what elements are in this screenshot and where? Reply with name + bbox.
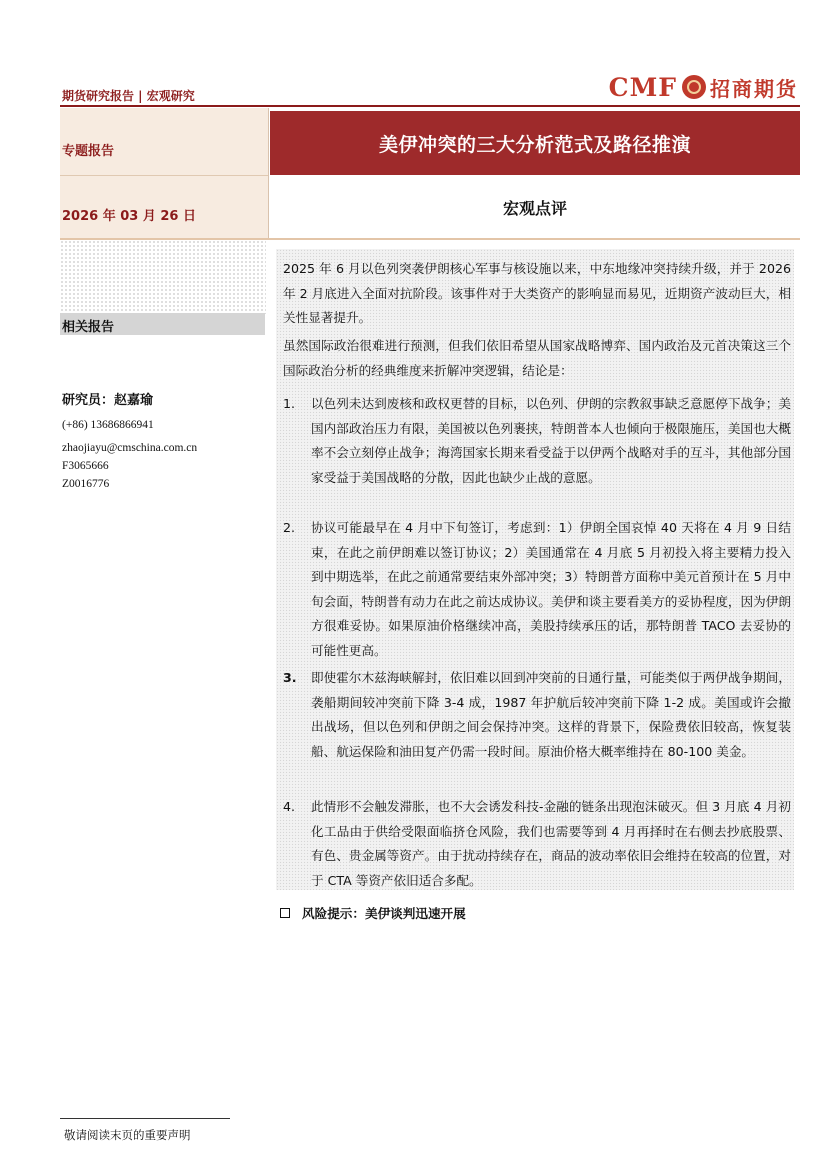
header-rule — [60, 105, 800, 107]
footer-disclaimer: 敬请阅读末页的重要声明 — [64, 1128, 191, 1142]
logo-company-name: 招商期货 — [710, 76, 798, 101]
sidebar-pattern — [60, 240, 266, 314]
intro-paragraph-1: 2025 年 6 月以色列突袭伊朗核心军事与核设施以来，中东地缘冲突持续升级，并于 2026 年 2 月底进入全面对抗阶段。该事件对于大类资产的影响显而易见，近期资产波动巨大，相关性显著提升。 — [283, 261, 791, 325]
list-item-text: 即使霍尔木兹海峡解封，依旧难以回到冲突前的日通行量，可能类似于两伊战争期间，袭船期间较冲突前下降 3-4 成，1987 年护航后较冲突前下降 1-2 成。美国或许会撤出战场，但以色列和伊朗之间会保持冲突。这样的背景下，保险费依旧较高，恢复装船、航运保险和油田复产仍需一段时间。原油价格大概率维持在 80-100 美金。 — [311, 670, 791, 759]
list-item — [283, 795, 791, 893]
risk-warning-text: 风险提示：美伊谈判迅速开展 — [302, 906, 466, 921]
analyst-phone: (+86) 13686866941 — [62, 419, 154, 431]
report-date: 2026 年 03 月 26 日 — [62, 209, 196, 224]
company-logo — [609, 72, 798, 102]
intro-paragraph-2: 虽然国际政治很难进行预测，但我们依旧希望从国家战略博弈、国内政治及元首决策这三个国际政治分析的经典维度来折解冲突逻辑，结论是： — [283, 338, 791, 378]
list-item — [283, 666, 791, 764]
analyst-email: zhaojiayu@cmschina.com.cn — [62, 442, 198, 454]
license-number-z: Z0016776 — [62, 478, 110, 490]
list-item — [283, 516, 791, 663]
list-item-text: 协议可能最早在 4 月中下旬签订，考虑到：1）伊朗全国哀悼 40 天将在 4 月 9 日结束，在此之前伊朗难以签订协议；2）美国通常在 4 月底 5 月初投入将主要精力投入到中期选举，在此之前通常要结束外部冲突；3）特朗普方面称中美元首预计在 5 月中旬会面，特朗普有动力在此之前达成协议。美伊和谈主要看美方的妥协程度，因为伊朗方很难妥协。如果原油价格继续冲高，美股持续承压的话，那特朗普 TACO 去妥协的可能性更高。 — [311, 520, 791, 658]
header-vertical-divider — [268, 108, 269, 240]
report-title: 美伊冲突的三大分析范式及路径推演 — [378, 133, 691, 156]
list-item-text: 以色列未达到废核和政权更替的目标，以色列、伊朗的宗教叙事缺乏意愿停下战争；美国内部政治压力有限，美国被以色列裹挟，特朗普本人也倾向于极限施压，美国也大概率不会立刻停止战争；海湾国家长期来看受益于以伊两个战略对手的互斗，其他部分国家受益于美国战略的分散，因此也缺少止战的意愿。 — [311, 396, 791, 485]
list-item-number: 4. — [283, 799, 296, 814]
title-bar — [270, 111, 800, 175]
header-divider — [60, 175, 268, 176]
list-item-number: 1. — [283, 396, 296, 411]
license-number-f: F3065666 — [62, 460, 109, 472]
analyst-name: 研究员：赵嘉瑜 — [62, 393, 154, 408]
risk-warning — [280, 903, 466, 922]
list-item-number: 2. — [283, 520, 296, 535]
report-subtitle: 宏观点评 — [502, 199, 567, 218]
related-reports-heading: 相关报告 — [62, 320, 115, 335]
logo-text: CMF — [608, 72, 677, 102]
footer-rule — [60, 1118, 230, 1119]
report-category: 期货研究报告 | 宏观研究 — [62, 89, 195, 103]
list-item-number: 3. — [283, 670, 297, 685]
list-item — [283, 392, 791, 490]
checkbox-bullet-icon — [280, 908, 290, 918]
logo-mark-icon — [682, 75, 706, 99]
list-item-text: 此情形不会触发滞胀，也不大会诱发科技-金融的链条出现泡沫破灭。但 3 月底 4 月初化工品由于供给受限面临挤仓风险，我们也需要等到 4 月再择时在右侧去抄底股票、有色、贵金属等资产。由于扰动持续存在，商品的波动率依旧会维持在较高的位置，对于 CTA 等资产依旧适合多配。 — [311, 799, 791, 888]
section-label: 专题报告 — [62, 144, 115, 159]
